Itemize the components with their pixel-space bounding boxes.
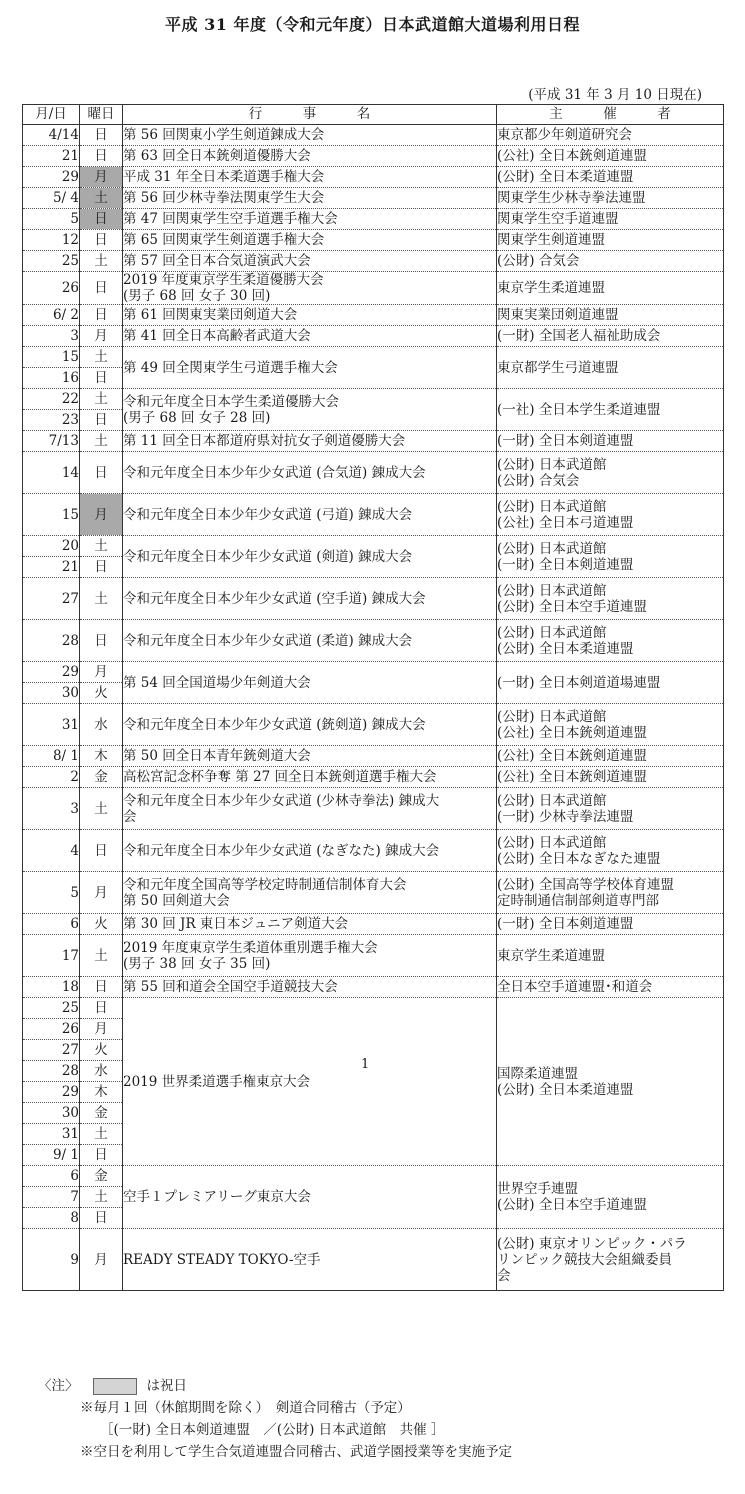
event-cell: 令和元年度全日本少年少女武道 (なぎなた) 錬成大会 [123, 830, 497, 872]
table-row [23, 536, 724, 557]
weekday-cell: 土 [80, 1124, 123, 1145]
notes-label: 〈注〉 [38, 1378, 79, 1394]
holiday-swatch [93, 1378, 137, 1395]
date-cell: 4/14 [23, 125, 80, 146]
table-row [23, 830, 724, 872]
date-cell: 26 [23, 272, 80, 305]
weekday-cell: 木 [80, 1082, 123, 1103]
date-cell: 9 [23, 1229, 80, 1291]
table-row [23, 662, 724, 683]
date-cell: 30 [23, 683, 80, 704]
event-cell: 第 30 回 JR 東日本ジュニア剣道大会 [123, 914, 497, 935]
organizer-cell: (公財) 東京オリンピック・パラ リンピック競技大会組織委員 会 [497, 1229, 724, 1291]
table-row [23, 146, 724, 167]
organizer-cell: (一社) 全日本学生柔道連盟 [497, 389, 724, 431]
table-row [23, 1229, 724, 1291]
date-cell: 8/ 1 [23, 746, 80, 767]
table-row [23, 1166, 724, 1187]
date-cell: 12 [23, 230, 80, 251]
weekday-cell: 水 [80, 704, 123, 746]
event-cell: 令和元年度全日本少年少女武道 (合気道) 錬成大会 [123, 452, 497, 494]
weekday-cell: 土 [80, 536, 123, 557]
date-cell: 15 [23, 347, 80, 368]
table-row [23, 272, 724, 305]
weekday-cell: 土 [80, 1187, 123, 1208]
event-cell: READY STEADY TOKYO-空手 [123, 1229, 497, 1291]
table-row [23, 494, 724, 536]
event-cell: 第 56 回少林寺拳法関東学生大会 [123, 188, 497, 209]
date-cell: 23 [23, 410, 80, 431]
event-cell: 第 57 回全日本合気道演武大会 [123, 251, 497, 272]
event-cell: 第 63 回全日本銃剣道優勝大会 [123, 146, 497, 167]
date-cell: 22 [23, 389, 80, 410]
organizer-cell: (一財) 全国老人福祉助成会 [497, 326, 724, 347]
weekday-cell: 日 [80, 125, 123, 146]
organizer-cell: (公財) 全国高等学校体育連盟 定時制通信制部剣道専門部 [497, 872, 724, 914]
event-cell: 第 41 回全日本高齢者武道大会 [123, 326, 497, 347]
event-cell: 令和元年度全日本少年少女武道 (少林寺拳法) 錬成大 会 [123, 788, 497, 830]
event-cell: 2019 年度東京学生柔道体重別選手権大会 (男子 38 回 女子 35 回) [123, 935, 497, 977]
date-cell: 7/13 [23, 431, 80, 452]
notes-legend-row [38, 1375, 512, 1397]
table-row [23, 704, 724, 746]
date-cell: 2 [23, 767, 80, 788]
event-cell: 第 50 回全日本青年銃剣道大会 [123, 746, 497, 767]
date-cell: 21 [23, 146, 80, 167]
weekday-cell: 日 [80, 230, 123, 251]
header-date: 月/日 [23, 105, 80, 125]
date-cell: 27 [23, 1040, 80, 1061]
date-cell: 14 [23, 452, 80, 494]
date-cell: 26 [23, 1019, 80, 1040]
event-cell: 令和元年度全日本少年少女武道 (銃剣道) 錬成大会 [123, 704, 497, 746]
weekday-cell: 日 [80, 998, 123, 1019]
table-row [23, 209, 724, 230]
table-row [23, 620, 724, 662]
weekday-cell: 日 [80, 1145, 123, 1166]
event-cell: 第 11 回全日本都道府県対抗女子剣道優勝大会 [123, 431, 497, 452]
weekday-cell: 土 [80, 389, 123, 410]
table-row [23, 167, 724, 188]
event-cell: 第 49 回全関東学生弓道選手権大会 [123, 347, 497, 389]
organizer-cell: (公財) 合気会 [497, 251, 724, 272]
organizer-cell: 関東学生少林寺拳法連盟 [497, 188, 724, 209]
organizer-cell: 東京都学生弓道連盟 [497, 347, 724, 389]
event-cell: 第 55 回和道会全国空手道競技大会 [123, 977, 497, 998]
date-cell: 31 [23, 1124, 80, 1145]
weekday-cell: 月 [80, 326, 123, 347]
note-line-2: ［(一財) 全日本剣道連盟 ／(公財) 日本武道館 共催 ］ [100, 1422, 445, 1438]
table-row [23, 998, 724, 1019]
date-cell: 6/ 2 [23, 305, 80, 326]
organizer-cell: (公財) 日本武道館 (公財) 全日本空手道連盟 [497, 578, 724, 620]
date-cell: 6 [23, 1166, 80, 1187]
table-row [23, 305, 724, 326]
date-cell: 9/ 1 [23, 1145, 80, 1166]
organizer-cell: (公財) 日本武道館 (公社) 全日本銃剣道連盟 [497, 704, 724, 746]
date-cell: 17 [23, 935, 80, 977]
date-cell: 21 [23, 557, 80, 578]
organizer-cell: 国際柔道連盟 (公財) 全日本柔道連盟 [497, 998, 724, 1166]
stray-number: 1 [361, 1057, 370, 1072]
note-line-1: ※毎月１回（休館期間を除く） 剣道合同稽古（予定） [80, 1400, 411, 1416]
organizer-cell: 全日本空手道連盟･和道会 [497, 977, 724, 998]
weekday-cell: 日 [80, 452, 123, 494]
date-cell: 28 [23, 1061, 80, 1082]
weekday-cell: 日 [80, 830, 123, 872]
weekday-cell: 日 [80, 272, 123, 305]
weekday-cell: 金 [80, 1103, 123, 1124]
organizer-cell: 東京学生柔道連盟 [497, 272, 724, 305]
weekday-cell: 火 [80, 683, 123, 704]
event-cell: 令和元年度全日本少年少女武道 (空手道) 錬成大会 [123, 578, 497, 620]
weekday-cell: 土 [80, 431, 123, 452]
organizer-cell: (一財) 全日本剣道連盟 [497, 431, 724, 452]
event-cell: 第 61 回関東実業団剣道大会 [123, 305, 497, 326]
weekday-cell: 月 [80, 662, 123, 683]
date-cell: 25 [23, 998, 80, 1019]
event-cell: 第 65 回関東学生剣道選手権大会 [123, 230, 497, 251]
organizer-cell: 東京学生柔道連盟 [497, 935, 724, 977]
date-cell: 3 [23, 326, 80, 347]
date-cell: 3 [23, 788, 80, 830]
event-cell: 高松宮記念杯争奪 第 27 回全日本銃剣道選手権大会 [123, 767, 497, 788]
organizer-cell: (公財) 全日本柔道連盟 [497, 167, 724, 188]
date-cell: 29 [23, 1082, 80, 1103]
weekday-cell: 日 [80, 620, 123, 662]
header-organizer: 主 催 者 [497, 105, 724, 125]
organizer-cell: (公財) 日本武道館 (公財) 全日本柔道連盟 [497, 620, 724, 662]
weekday-cell: 土 [80, 788, 123, 830]
event-cell: 2019 世界柔道選手権東京大会 [123, 998, 497, 1166]
organizer-cell: (公財) 日本武道館 (一財) 少林寺拳法連盟 [497, 788, 724, 830]
weekday-cell: 日 [80, 305, 123, 326]
date-cell: 16 [23, 368, 80, 389]
organizer-cell: (公社) 全日本銃剣道連盟 [497, 767, 724, 788]
table-row [23, 125, 724, 146]
organizer-cell: (一財) 全日本剣道連盟 [497, 914, 724, 935]
date-cell: 8 [23, 1208, 80, 1229]
header-event: 行 事 名 [123, 105, 497, 125]
date-cell: 5 [23, 209, 80, 230]
weekday-cell: 日 [80, 368, 123, 389]
event-cell: 第 47 回関東学生空手道選手権大会 [123, 209, 497, 230]
organizer-cell: 関東実業団剣道連盟 [497, 305, 724, 326]
weekday-cell-holiday: 月 [80, 494, 123, 536]
event-cell: 令和元年度全日本少年少女武道 (弓道) 錬成大会 [123, 494, 497, 536]
as-of-date: (平成 31 年 3 月 10 日現在) [528, 87, 702, 103]
weekday-cell: 土 [80, 935, 123, 977]
weekday-cell: 日 [80, 410, 123, 431]
page-title: 平成 31 年度（令和元年度）日本武道館大道場利用日程 [165, 15, 580, 34]
date-cell: 27 [23, 578, 80, 620]
organizer-cell: (一財) 全日本剣道道場連盟 [497, 662, 724, 704]
organizer-cell: 世界空手連盟 (公財) 全日本空手道連盟 [497, 1166, 724, 1229]
weekday-cell-holiday: 土 [80, 188, 123, 209]
event-cell: 令和元年度全日本少年少女武道 (柔道) 錬成大会 [123, 620, 497, 662]
table-row [23, 431, 724, 452]
event-cell: 第 54 回全国道場少年剣道大会 [123, 662, 497, 704]
date-cell: 28 [23, 620, 80, 662]
date-cell: 20 [23, 536, 80, 557]
note-line-3: ※空日を利用して学生合気道連盟合同稽古、武道学園授業等を実施予定 [80, 1444, 512, 1460]
table-row [23, 188, 724, 209]
table-row [23, 326, 724, 347]
weekday-cell: 月 [80, 872, 123, 914]
event-cell: 令和元年度全日本学生柔道優勝大会 (男子 68 回 女子 28 回) [123, 389, 497, 431]
organizer-cell: (公社) 全日本銃剣道連盟 [497, 746, 724, 767]
event-cell: 空手１プレミアリーグ東京大会 [123, 1166, 497, 1229]
date-cell: 5 [23, 872, 80, 914]
table-row [23, 251, 724, 272]
event-cell: 平成 31 年全日本柔道選手権大会 [123, 167, 497, 188]
table-row [23, 389, 724, 410]
table-row [23, 914, 724, 935]
weekday-cell: 水 [80, 1061, 123, 1082]
date-cell: 15 [23, 494, 80, 536]
date-cell: 29 [23, 662, 80, 683]
table-row [23, 872, 724, 914]
date-cell: 7 [23, 1187, 80, 1208]
schedule-table [22, 104, 724, 1291]
schedule-body [23, 125, 724, 1291]
weekday-cell-holiday: 月 [80, 167, 123, 188]
table-row [23, 452, 724, 494]
table-row [23, 578, 724, 620]
header-dow: 曜日 [80, 105, 123, 125]
date-cell: 31 [23, 704, 80, 746]
table-row [23, 788, 724, 830]
organizer-cell: (公社) 全日本銃剣道連盟 [497, 146, 724, 167]
organizer-cell: 関東学生空手道連盟 [497, 209, 724, 230]
table-row [23, 347, 724, 368]
weekday-cell-holiday: 日 [80, 209, 123, 230]
weekday-cell: 月 [80, 1229, 123, 1291]
event-cell: 第 56 回関東小学生剣道錬成大会 [123, 125, 497, 146]
weekday-cell: 日 [80, 557, 123, 578]
organizer-cell: 東京都少年剣道研究会 [497, 125, 724, 146]
table-row [23, 746, 724, 767]
weekday-cell: 日 [80, 977, 123, 998]
date-cell: 5/ 4 [23, 188, 80, 209]
date-cell: 18 [23, 977, 80, 998]
event-cell: 2019 年度東京学生柔道優勝大会 (男子 68 回 女子 30 回) [123, 272, 497, 305]
table-row [23, 230, 724, 251]
date-cell: 30 [23, 1103, 80, 1124]
header-row [23, 105, 724, 125]
table-row [23, 977, 724, 998]
weekday-cell: 月 [80, 1019, 123, 1040]
weekday-cell: 日 [80, 146, 123, 167]
organizer-cell: (公財) 日本武道館 (公財) 全日本なぎなた連盟 [497, 830, 724, 872]
table-row [23, 767, 724, 788]
notes [38, 1375, 512, 1463]
weekday-cell: 木 [80, 746, 123, 767]
organizer-cell: (公財) 日本武道館 (公社) 全日本弓道連盟 [497, 494, 724, 536]
event-cell: 令和元年度全国高等学校定時制通信制体育大会 第 50 回剣道大会 [123, 872, 497, 914]
date-cell: 29 [23, 167, 80, 188]
holiday-legend-text: は祝日 [146, 1378, 187, 1394]
date-cell: 25 [23, 251, 80, 272]
organizer-cell: (公財) 日本武道館 (一財) 全日本剣道連盟 [497, 536, 724, 578]
date-cell: 6 [23, 914, 80, 935]
weekday-cell: 土 [80, 251, 123, 272]
weekday-cell: 火 [80, 1040, 123, 1061]
weekday-cell: 土 [80, 578, 123, 620]
weekday-cell: 土 [80, 347, 123, 368]
weekday-cell: 火 [80, 914, 123, 935]
event-cell: 令和元年度全日本少年少女武道 (剣道) 錬成大会 [123, 536, 497, 578]
date-cell: 4 [23, 830, 80, 872]
weekday-cell: 金 [80, 767, 123, 788]
weekday-cell: 金 [80, 1166, 123, 1187]
organizer-cell: 関東学生剣道連盟 [497, 230, 724, 251]
table-row [23, 935, 724, 977]
organizer-cell: (公財) 日本武道館 (公財) 合気会 [497, 452, 724, 494]
weekday-cell: 日 [80, 1208, 123, 1229]
